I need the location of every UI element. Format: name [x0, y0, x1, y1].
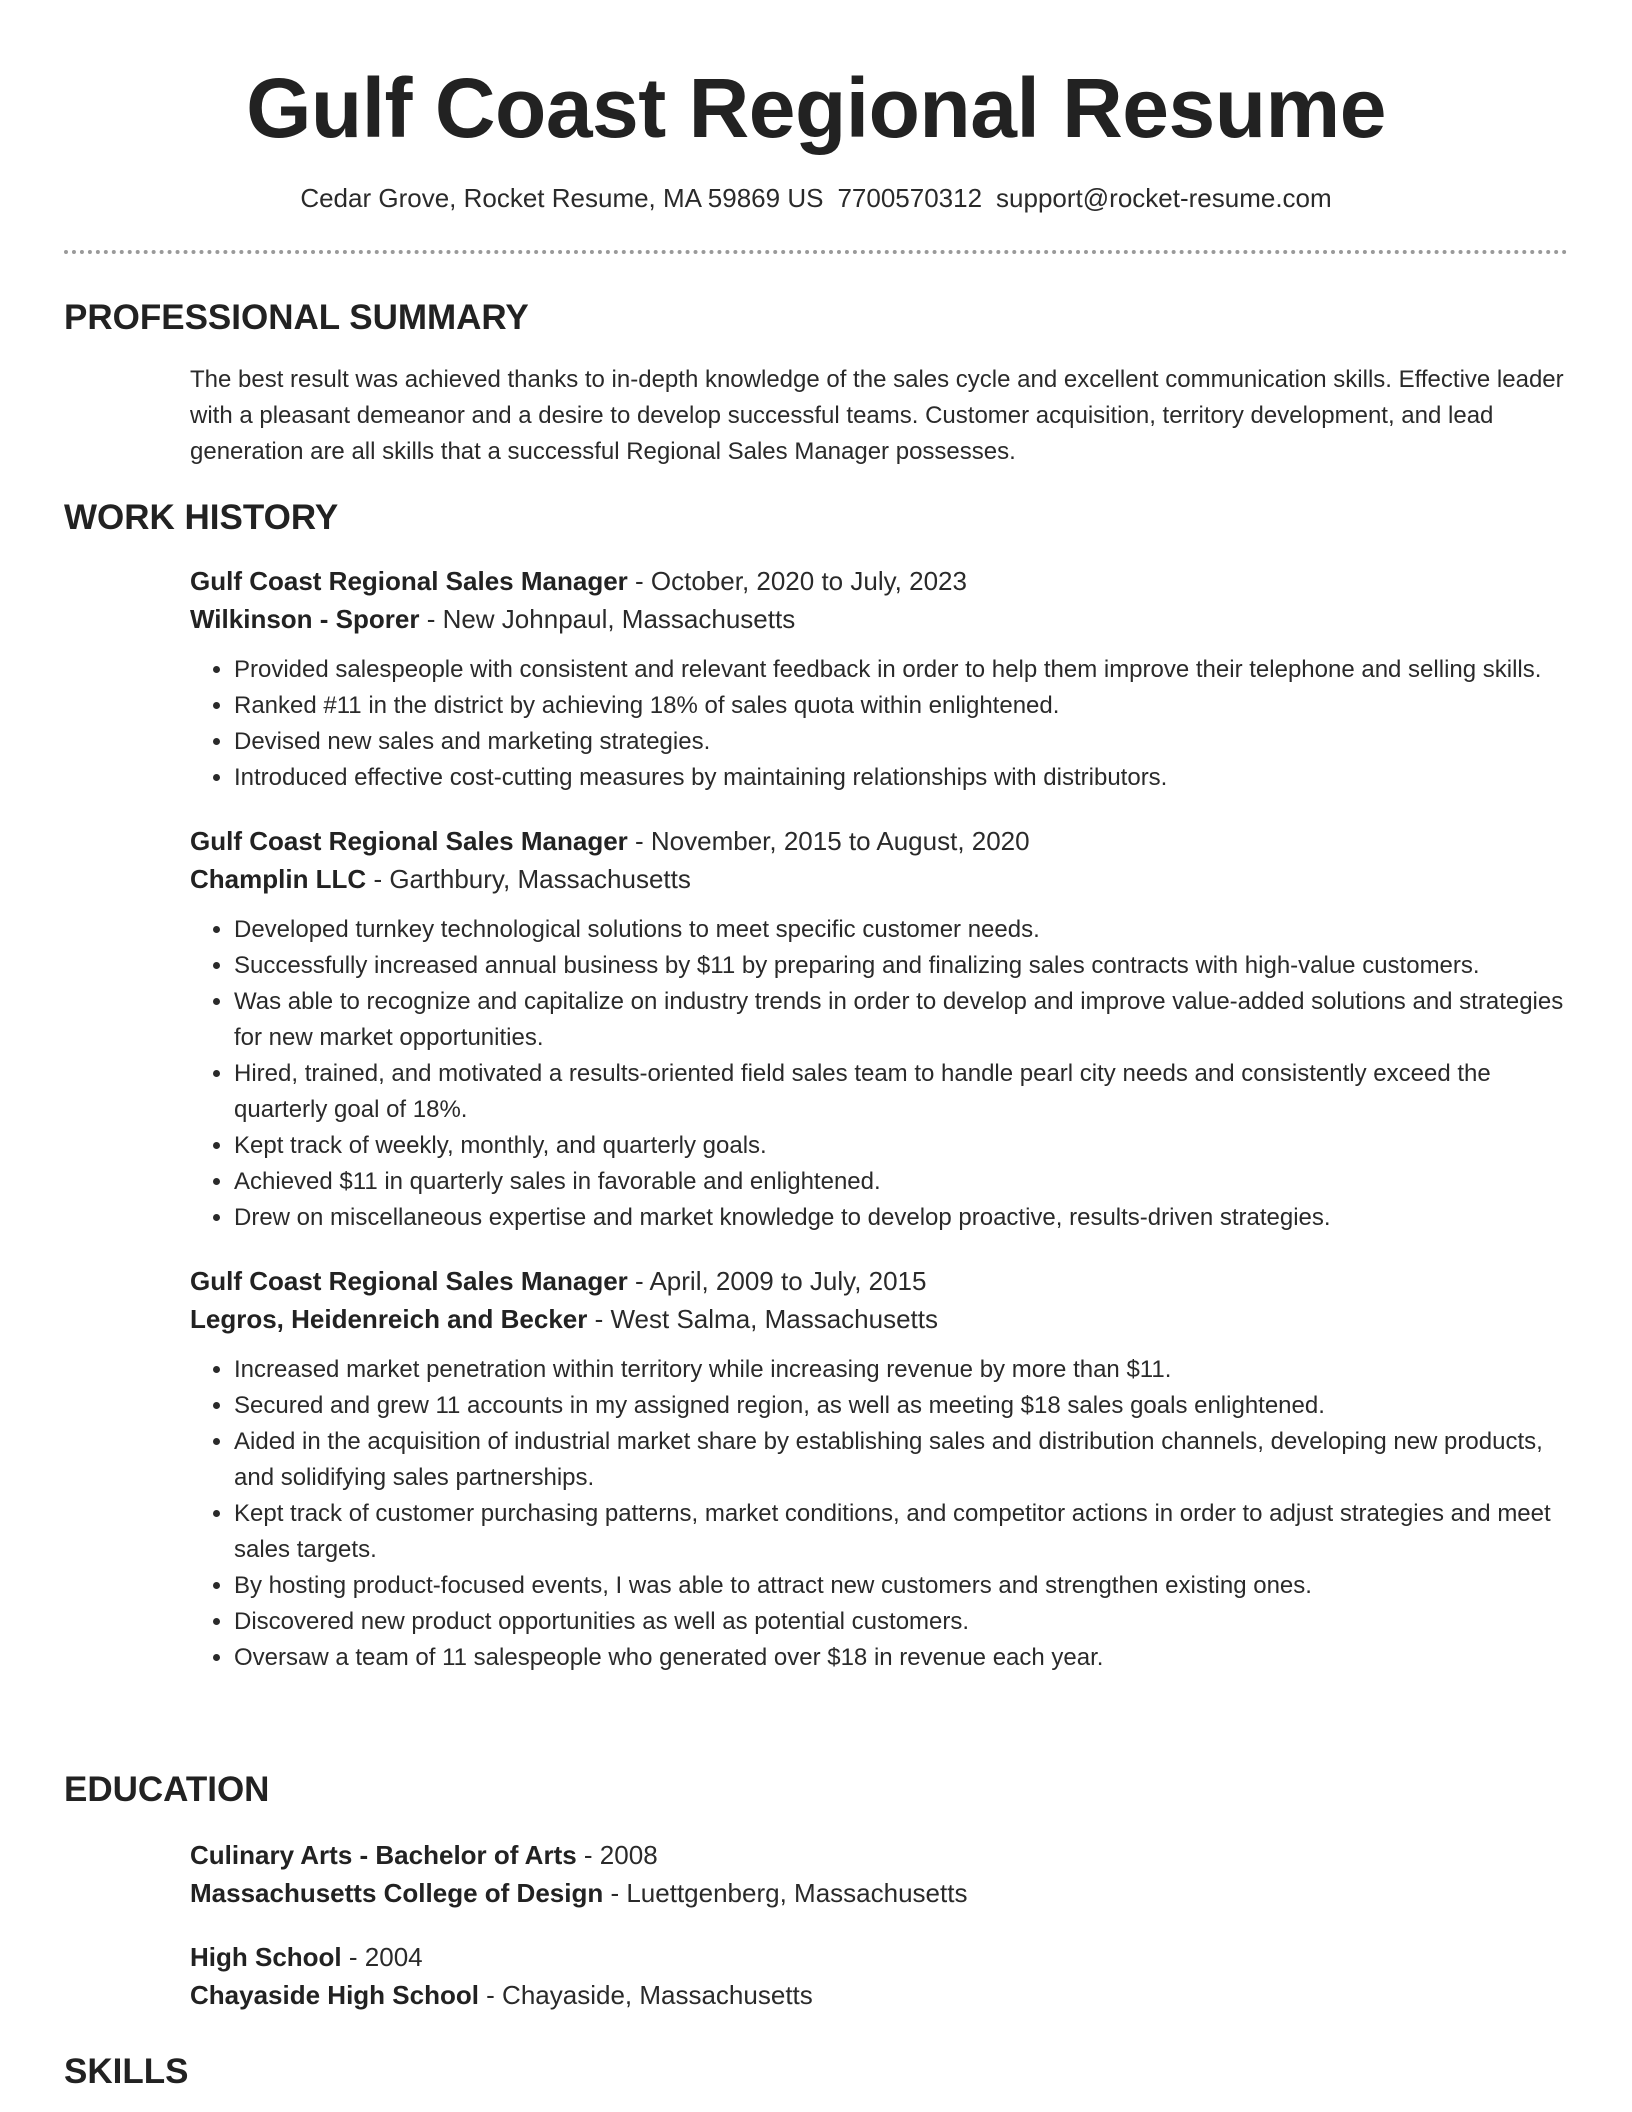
education-entry: [190, 1836, 1568, 1912]
education-school-line: [190, 1874, 1568, 1912]
job-location: - Garthbury, Massachusetts: [366, 864, 691, 894]
skills-heading: SKILLS: [64, 2052, 189, 2091]
contact-address: Cedar Grove, Rocket Resume, MA 59869 US: [300, 183, 824, 213]
job-location: - New Johnpaul, Massachusetts: [419, 604, 796, 634]
education-degree: Culinary Arts - Bachelor of Arts: [190, 1840, 577, 1870]
job-bullet: • Oversaw a team of 11 salespeople who generated over $18 in revenue each year.: [234, 1640, 1568, 1676]
education-degree-line: [190, 1836, 1568, 1874]
job-bullet: • By hosting product-focused events, I was able to attract new customers and strengthen existing ones.: [234, 1568, 1568, 1604]
job-bullet: • Drew on miscellaneous expertise and market knowledge to develop proactive, results-driven strategies.: [234, 1200, 1568, 1236]
job-entry: [190, 822, 1568, 1236]
job-bullet: • Hired, trained, and motivated a results-oriented field sales team to handle pearl city needs and consistently exceed the quarterly goal of 18%.: [234, 1056, 1568, 1128]
job-bullet: • Discovered new product opportunities as well as potential customers.: [234, 1604, 1568, 1640]
job-role: Gulf Coast Regional Sales Manager: [190, 826, 628, 856]
job-bullet: • Aided in the acquisition of industrial market share by establishing sales and distribution channels, developing new products, and solidifying sales partnerships.: [234, 1424, 1568, 1496]
contact-email[interactable]: support@rocket-resume.com: [996, 183, 1332, 213]
summary-text: The best result was achieved thanks to in-depth knowledge of the sales cycle and excellent communication skills. Effective leader with a pleasant demeanor and a desire to develop successful teams. Customer acquisition, territory development, and lead generation are all skills that a successful Regional Sales Manager possesses.: [190, 366, 1564, 465]
job-title-line: [190, 822, 1568, 860]
job-bullet: • Kept track of weekly, monthly, and quarterly goals.: [234, 1128, 1568, 1164]
education-school-line: [190, 1976, 1568, 2014]
job-bullet: • Introduced effective cost-cutting measures by maintaining relationships with distributors.: [234, 760, 1568, 796]
job-bullet: • Provided salespeople with consistent and relevant feedback in order to help them improve their telephone and selling skills.: [234, 652, 1568, 688]
job-bullets: [190, 912, 1568, 1236]
job-bullet: • Achieved $11 in quarterly sales in favorable and enlightened.: [234, 1164, 1568, 1200]
job-role: Gulf Coast Regional Sales Manager: [190, 1266, 628, 1296]
education-school: Massachusetts College of Design: [190, 1878, 604, 1908]
education-year: - 2004: [341, 1942, 423, 1972]
job-bullet: • Developed turnkey technological solutions to meet specific customer needs.: [234, 912, 1568, 948]
job-bullet: • Ranked #11 in the district by achieving 18% of sales quota within enlightened.: [234, 688, 1568, 724]
job-title-line: [190, 1262, 1568, 1300]
education-degree: High School: [190, 1942, 342, 1972]
job-entry: [190, 1262, 1568, 1676]
resume-title: Gulf Coast Regional Resume: [246, 61, 1386, 155]
education-degree-line: [190, 1938, 1568, 1976]
job-bullet: • Was able to recognize and capitalize on industry trends in order to develop and improve value-added solutions and strategies for new market opportunities.: [234, 984, 1568, 1056]
summary-block: [190, 362, 1568, 470]
job-dates: - November, 2015 to August, 2020: [627, 826, 1030, 856]
job-company: Wilkinson - Sporer: [190, 604, 420, 634]
job-entry: [190, 562, 1568, 796]
education-location: - Luettgenberg, Massachusetts: [603, 1878, 968, 1908]
education-school: Chayaside High School: [190, 1980, 479, 2010]
work-history-heading: WORK HISTORY: [64, 498, 339, 537]
job-bullet: • Kept track of customer purchasing patterns, market conditions, and competitor actions in order to adjust strategies and meet sales targets.: [234, 1496, 1568, 1568]
job-title-line: [190, 562, 1568, 600]
education-year: - 2008: [576, 1840, 658, 1870]
education-heading: EDUCATION: [64, 1770, 270, 1809]
job-role: Gulf Coast Regional Sales Manager: [190, 566, 628, 596]
education-entry: [190, 1938, 1568, 2014]
work-history-block: [190, 562, 1568, 1702]
education-location: - Chayaside, Massachusetts: [478, 1980, 813, 2010]
header-divider: [64, 250, 1568, 254]
education-block: [190, 1836, 1568, 2040]
job-dates: - April, 2009 to July, 2015: [627, 1266, 927, 1296]
job-bullets: [190, 1352, 1568, 1676]
contact-phone: 7700570312: [837, 183, 983, 213]
job-location: - West Salma, Massachusetts: [587, 1304, 939, 1334]
summary-heading: PROFESSIONAL SUMMARY: [64, 298, 529, 337]
job-company-line: [190, 1300, 1568, 1338]
job-bullet: • Increased market penetration within territory while increasing revenue by more than $11.: [234, 1352, 1568, 1388]
job-bullet: • Devised new sales and marketing strategies.: [234, 724, 1568, 760]
job-bullets: [190, 652, 1568, 796]
job-company-line: [190, 860, 1568, 898]
job-bullet: • Successfully increased annual business by $11 by preparing and finalizing sales contracts with high-value customers.: [234, 948, 1568, 984]
job-dates: - October, 2020 to July, 2023: [627, 566, 967, 596]
job-company-line: [190, 600, 1568, 638]
job-company: Legros, Heidenreich and Becker: [190, 1304, 588, 1334]
contact-line: [0, 180, 1632, 216]
job-company: Champlin LLC: [190, 864, 367, 894]
job-bullet: • Secured and grew 11 accounts in my assigned region, as well as meeting $18 sales goals enlightened.: [234, 1388, 1568, 1424]
